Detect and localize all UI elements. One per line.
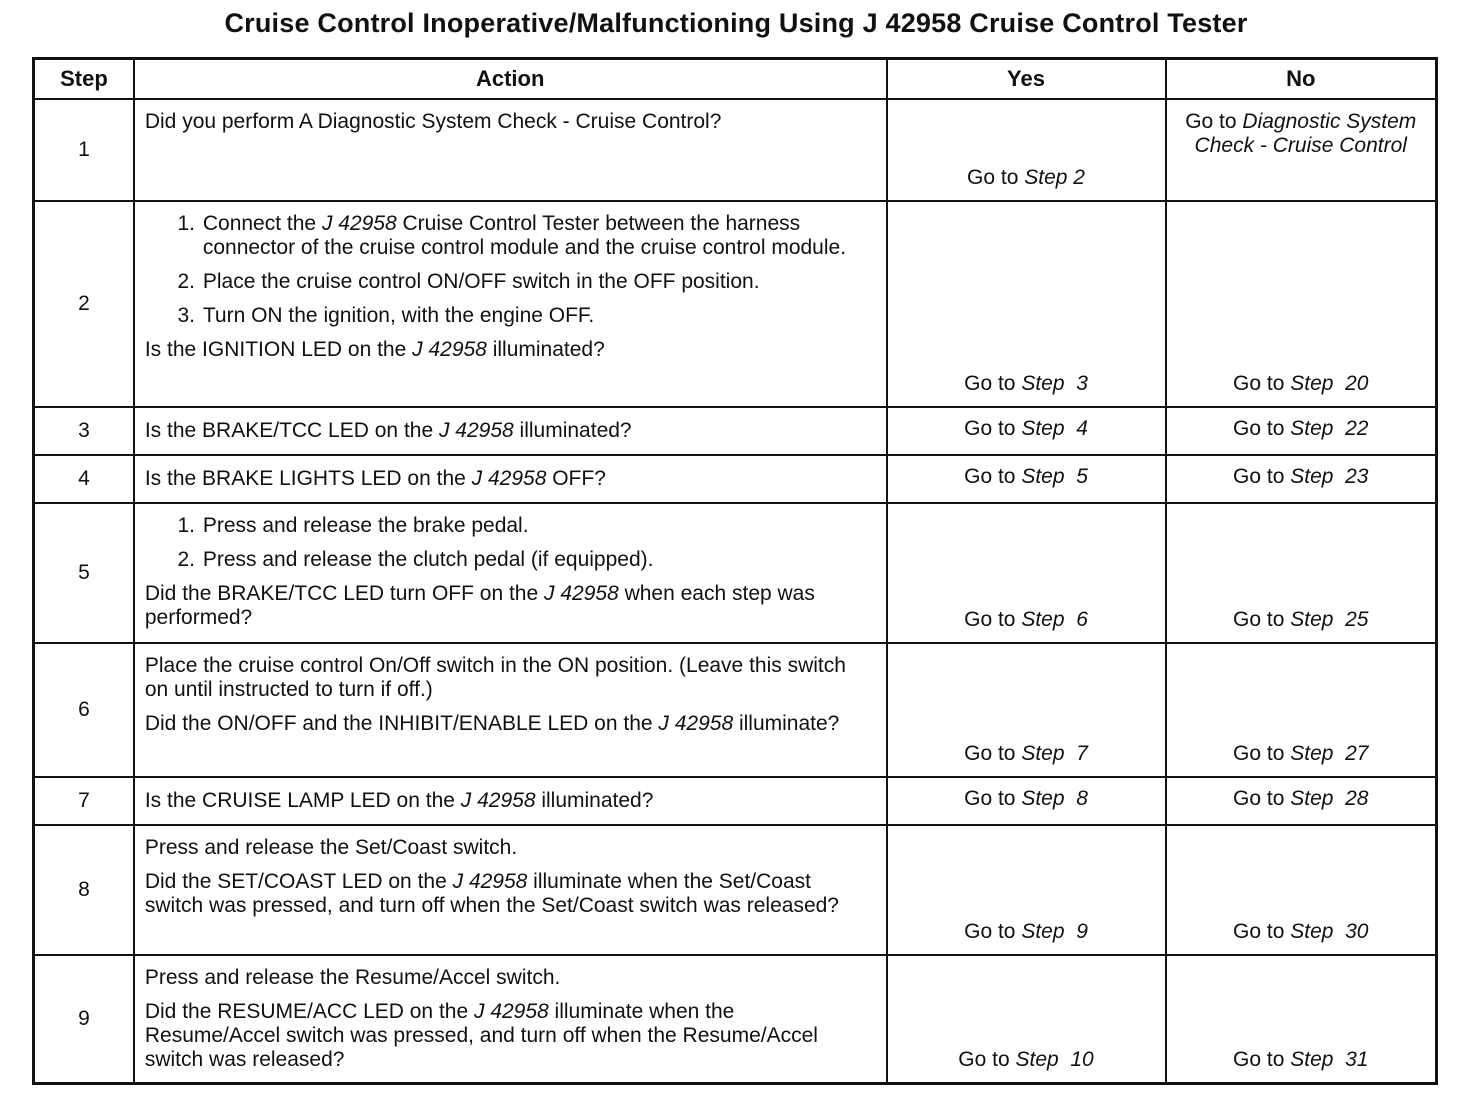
action-cell bbox=[134, 407, 887, 455]
question bbox=[145, 467, 874, 491]
no-cell bbox=[1166, 201, 1437, 407]
question bbox=[145, 870, 874, 918]
question-text: illuminated? bbox=[486, 338, 605, 361]
action-cell bbox=[134, 201, 887, 407]
question-text: illuminated? bbox=[535, 789, 654, 812]
tool-reference: J 42958 bbox=[658, 712, 734, 735]
instruction-item: 2. Press and release the clutch pedal (if equipped). bbox=[201, 548, 874, 572]
tool-reference: J 42958 bbox=[544, 582, 619, 605]
question-text: illuminate when the Set/Coast switch was pressed, and turn off when the Set/Coast switch was released? bbox=[144, 870, 839, 917]
question-text: illuminate when the Resume/Accel switch was pressed, and turn off when the Resume/Accel switch was released? bbox=[144, 1000, 818, 1071]
no-cell bbox=[1166, 777, 1437, 825]
instruction-text: Cruise Control Tester between the harness connector of the cruise control module and the cruise control module. bbox=[202, 212, 847, 259]
step-number: 9 bbox=[34, 955, 134, 1084]
no-cell bbox=[1166, 825, 1437, 955]
instruction-item: 1. Press and release the brake pedal. bbox=[201, 514, 874, 538]
question bbox=[145, 789, 874, 813]
instruction-item: 3. Turn ON the ignition, with the engine OFF. bbox=[201, 304, 874, 328]
step-number: 4 bbox=[34, 455, 134, 503]
tool-reference: J 42958 bbox=[452, 870, 528, 893]
go-to-label: Go to bbox=[1233, 608, 1285, 631]
no-target-step: 30 bbox=[1345, 920, 1369, 943]
step-label: Step bbox=[1290, 465, 1334, 488]
no-cell bbox=[1166, 455, 1437, 503]
question bbox=[145, 1000, 874, 1072]
no-cell bbox=[1166, 407, 1437, 455]
no-cell bbox=[1166, 503, 1437, 643]
table-row bbox=[34, 777, 1437, 825]
action-cell bbox=[134, 955, 887, 1084]
instruction-list bbox=[145, 514, 874, 572]
table-row bbox=[34, 201, 1437, 407]
yes-target-step: 2 bbox=[1073, 166, 1085, 189]
action-cell bbox=[134, 777, 887, 825]
yes-cell bbox=[887, 503, 1166, 643]
instruction-item: 2. Place the cruise control ON/OFF switch in the OFF position. bbox=[201, 270, 874, 294]
question-text: Is the BRAKE LIGHTS LED on the bbox=[144, 467, 472, 490]
go-to-label: Go to bbox=[964, 417, 1016, 440]
no-target-step: 22 bbox=[1345, 417, 1369, 440]
go-to-label: Go to bbox=[964, 920, 1016, 943]
question-text: OFF? bbox=[546, 467, 606, 490]
header-yes: Yes bbox=[887, 59, 1166, 100]
action-cell bbox=[134, 455, 887, 503]
go-to-label: Go to bbox=[1233, 417, 1285, 440]
go-to-label: Go to bbox=[964, 742, 1016, 765]
go-to-label: Go to bbox=[964, 787, 1016, 810]
table-row bbox=[34, 407, 1437, 455]
action-cell bbox=[134, 825, 887, 955]
go-to-label: Go to bbox=[1233, 465, 1285, 488]
table-row bbox=[34, 825, 1437, 955]
table-row bbox=[34, 643, 1437, 777]
no-cell bbox=[1166, 99, 1437, 201]
yes-cell bbox=[887, 455, 1166, 503]
question-text: Did the SET/COAST LED on the bbox=[144, 870, 453, 893]
instruction: Press and release the Set/Coast switch. bbox=[144, 836, 518, 859]
yes-target-step: 4 bbox=[1076, 417, 1088, 440]
step-label: Step bbox=[1021, 417, 1065, 440]
step-label: Step bbox=[1021, 465, 1065, 488]
question-text: illuminate? bbox=[733, 712, 840, 735]
no-target-step: 20 bbox=[1345, 372, 1369, 395]
go-to-label: Go to bbox=[958, 1048, 1010, 1071]
question bbox=[145, 582, 874, 630]
table-row bbox=[34, 503, 1437, 643]
step-label: Step bbox=[1024, 166, 1068, 189]
question-text: Did the ON/OFF and the INHIBIT/ENABLE LED on the bbox=[144, 712, 659, 735]
table-header-row bbox=[34, 59, 1437, 100]
step-label: Step bbox=[1290, 787, 1334, 810]
yes-cell bbox=[887, 99, 1166, 201]
step-label: Step bbox=[1021, 608, 1065, 631]
no-cell bbox=[1166, 643, 1437, 777]
step-label: Step bbox=[1015, 1048, 1059, 1071]
question: Did you perform A Diagnostic System Check - Cruise Control? bbox=[144, 110, 722, 133]
header-step: Step bbox=[34, 59, 134, 100]
step-label: Step bbox=[1290, 417, 1334, 440]
step-label: Step bbox=[1021, 372, 1065, 395]
yes-target-step: 9 bbox=[1076, 920, 1088, 943]
step-label: Step bbox=[1021, 787, 1065, 810]
instruction-list bbox=[145, 212, 874, 328]
table-row bbox=[34, 455, 1437, 503]
tool-reference: J 42958 bbox=[321, 212, 397, 235]
action-cell bbox=[134, 643, 887, 777]
tool-reference: J 42958 bbox=[471, 467, 547, 490]
tool-reference: J 42958 bbox=[438, 419, 514, 442]
table-row bbox=[34, 99, 1437, 201]
question-text: when each step was performed? bbox=[144, 582, 815, 629]
yes-target-step: 6 bbox=[1076, 608, 1088, 631]
yes-target-step: 5 bbox=[1076, 465, 1088, 488]
yes-target-step: 3 bbox=[1076, 372, 1088, 395]
instruction-text: Connect the bbox=[202, 212, 322, 235]
yes-cell bbox=[887, 201, 1166, 407]
tool-reference: J 42958 bbox=[460, 789, 536, 812]
question-text: Is the IGNITION LED on the bbox=[144, 338, 413, 361]
action-cell bbox=[134, 99, 887, 201]
instruction: Place the cruise control On/Off switch in the ON position. (Leave this switch on until instructed to turn if off.) bbox=[144, 654, 846, 701]
yes-cell bbox=[887, 955, 1166, 1084]
go-to-label: Go to bbox=[1233, 742, 1285, 765]
go-to-label: Go to bbox=[967, 166, 1019, 189]
step-number: 5 bbox=[34, 503, 134, 643]
step-label: Step bbox=[1290, 920, 1334, 943]
step-number: 2 bbox=[34, 201, 134, 407]
question-text: illuminated? bbox=[513, 419, 632, 442]
question-text: Did the RESUME/ACC LED on the bbox=[144, 1000, 474, 1023]
step-label: Step bbox=[1021, 742, 1065, 765]
diagnostic-table bbox=[32, 57, 1438, 1085]
step-label: Step bbox=[1290, 372, 1334, 395]
no-target-step: 28 bbox=[1345, 787, 1369, 810]
go-to-label: Go to bbox=[964, 372, 1016, 395]
go-to-label: Go to bbox=[1185, 110, 1237, 133]
header-no: No bbox=[1166, 59, 1437, 100]
yes-target-step: 8 bbox=[1076, 787, 1088, 810]
question bbox=[145, 419, 874, 443]
no-target-step: 25 bbox=[1345, 608, 1369, 631]
step-label: Step bbox=[1290, 1048, 1334, 1071]
yes-target-step: 10 bbox=[1070, 1048, 1094, 1071]
go-to-label: Go to bbox=[1233, 372, 1285, 395]
no-cell bbox=[1166, 955, 1437, 1084]
go-to-label: Go to bbox=[1233, 920, 1285, 943]
tool-reference: J 42958 bbox=[412, 338, 487, 361]
yes-target-step: 7 bbox=[1076, 742, 1088, 765]
go-to-label: Go to bbox=[1233, 1048, 1285, 1071]
no-target-step: 23 bbox=[1345, 465, 1369, 488]
step-number: 1 bbox=[34, 99, 134, 201]
question bbox=[145, 712, 874, 736]
step-number: 7 bbox=[34, 777, 134, 825]
yes-cell bbox=[887, 407, 1166, 455]
step-number: 3 bbox=[34, 407, 134, 455]
go-to-label: Go to bbox=[964, 608, 1016, 631]
step-number: 8 bbox=[34, 825, 134, 955]
table-row bbox=[34, 955, 1437, 1084]
action-cell bbox=[134, 503, 887, 643]
header-action: Action bbox=[134, 59, 887, 100]
step-label: Step bbox=[1021, 920, 1065, 943]
page-title: Cruise Control Inoperative/Malfunctioning Using J 42958 Cruise Control Tester bbox=[224, 8, 1248, 38]
no-target-step: 31 bbox=[1345, 1048, 1369, 1071]
question-text: Did the BRAKE/TCC LED turn OFF on the bbox=[144, 582, 544, 605]
step-label: Step bbox=[1290, 608, 1334, 631]
question-text: Is the CRUISE LAMP LED on the bbox=[144, 789, 461, 812]
tool-reference: J 42958 bbox=[473, 1000, 549, 1023]
yes-cell bbox=[887, 777, 1166, 825]
yes-cell bbox=[887, 643, 1166, 777]
go-to-label: Go to bbox=[1233, 787, 1285, 810]
question bbox=[145, 338, 874, 362]
go-to-label: Go to bbox=[964, 465, 1016, 488]
question-text: Is the BRAKE/TCC LED on the bbox=[144, 419, 439, 442]
no-target-reference: Diagnostic System Check - Cruise Control bbox=[1194, 110, 1417, 157]
instruction-item bbox=[201, 212, 874, 260]
step-label: Step bbox=[1290, 742, 1334, 765]
no-target-step: 27 bbox=[1345, 742, 1369, 765]
instruction: Press and release the Resume/Accel switch. bbox=[144, 966, 561, 989]
step-number: 6 bbox=[34, 643, 134, 777]
yes-cell bbox=[887, 825, 1166, 955]
